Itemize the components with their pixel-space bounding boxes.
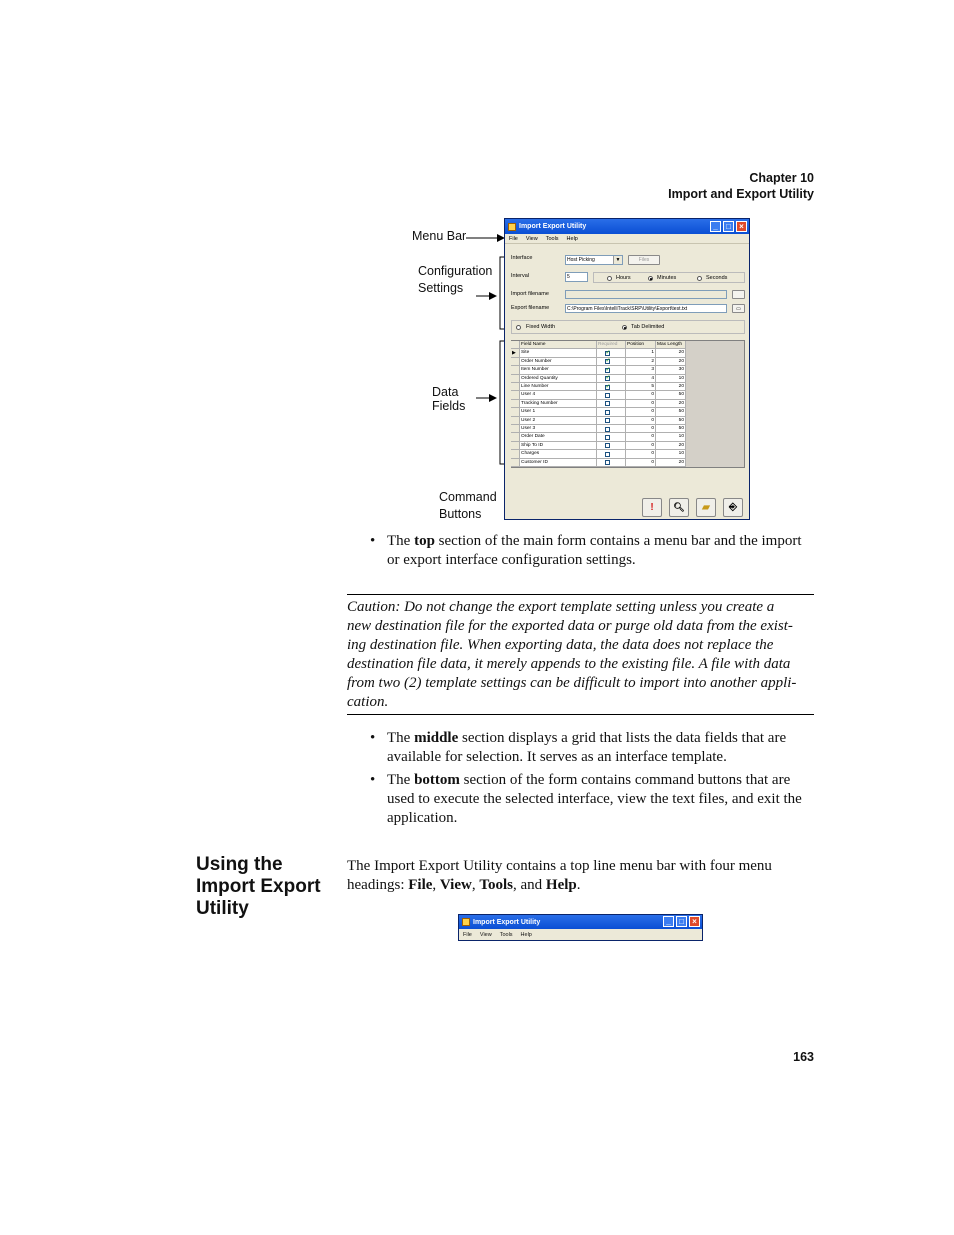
position-cell: 3 bbox=[626, 366, 656, 374]
max-length-cell: 20 bbox=[656, 400, 686, 408]
required-checkbox[interactable] bbox=[605, 401, 610, 406]
position-cell: 5 bbox=[626, 383, 656, 391]
required-checkbox-cell bbox=[597, 408, 626, 416]
position-cell: 0 bbox=[626, 450, 656, 458]
row-selector bbox=[511, 366, 520, 374]
required-checkbox[interactable] bbox=[605, 418, 610, 423]
interface-label: Interface bbox=[511, 255, 533, 261]
field-name-cell: Tracking Number bbox=[520, 400, 597, 408]
window-title-bar-small bbox=[459, 915, 702, 929]
import-filename-label: Import filename bbox=[511, 291, 549, 297]
required-checkbox-cell bbox=[597, 349, 626, 357]
table-row[interactable] bbox=[511, 425, 686, 433]
table-row[interactable] bbox=[511, 391, 686, 399]
field-name-cell: Ship To ID bbox=[520, 442, 597, 450]
required-checkbox[interactable] bbox=[605, 376, 610, 381]
callout-buttons: Buttons bbox=[439, 507, 482, 521]
radio-hours[interactable] bbox=[607, 276, 612, 281]
grid-header-cell: Position bbox=[626, 341, 656, 349]
minimize-icon-small[interactable]: _ bbox=[663, 916, 674, 927]
required-checkbox-cell bbox=[597, 358, 626, 366]
exit-door-icon: ⎆ bbox=[729, 502, 737, 513]
callout-data: Data bbox=[432, 385, 459, 399]
app-icon-small bbox=[462, 918, 470, 926]
row-selector bbox=[511, 375, 520, 383]
required-checkbox[interactable] bbox=[605, 368, 610, 373]
position-cell: 0 bbox=[626, 442, 656, 450]
section-heading: Using the Import Export Utility bbox=[196, 854, 321, 919]
row-selector bbox=[511, 459, 520, 467]
callout-configuration: Configuration bbox=[418, 264, 493, 278]
table-row[interactable] bbox=[511, 450, 686, 458]
callout-arrows bbox=[0, 0, 954, 560]
required-checkbox-cell bbox=[597, 459, 626, 467]
section-paragraph: The Import Export Utility contains a top line menu bar with four menu headings: File, View, Tools, and Help. bbox=[347, 858, 772, 893]
row-selector bbox=[511, 408, 520, 416]
table-row[interactable] bbox=[511, 442, 686, 450]
required-checkbox-cell bbox=[597, 375, 626, 383]
callout-command: Command bbox=[439, 490, 497, 504]
callout-fields: Fields bbox=[432, 399, 466, 413]
row-selector bbox=[511, 391, 520, 399]
caution-rule-bottom bbox=[347, 714, 814, 715]
bold-top: top bbox=[414, 533, 435, 549]
max-length-cell: 20 bbox=[656, 349, 686, 357]
window-title: Import Export Utility bbox=[519, 223, 587, 230]
caution-note: Caution: Do not change the export template setting unless you create a new destination file for the exported data or purge old data from the exist- ing destination file. When exporting data, the data does not replace the destination file data, it merely appends to the existing file. A file with data from two (2) template settings can be difficult to import into another appli- cation. bbox=[347, 599, 797, 710]
callout-menu-bar: Menu Bar bbox=[412, 229, 467, 243]
menu-file-small[interactable]: File bbox=[463, 931, 472, 938]
required-checkbox-cell bbox=[597, 391, 626, 399]
position-cell: 0 bbox=[626, 425, 656, 433]
required-checkbox[interactable] bbox=[605, 385, 610, 390]
radio-seconds[interactable] bbox=[697, 276, 702, 281]
menu-file[interactable]: File bbox=[509, 235, 518, 242]
position-cell: 0 bbox=[626, 408, 656, 416]
required-checkbox-cell bbox=[597, 425, 626, 433]
field-name-cell: Item Number bbox=[520, 366, 597, 374]
max-length-cell: 20 bbox=[656, 442, 686, 450]
bullet-top: • The top section of the main form contains a menu bar and the import or export interface configuration settings. bbox=[370, 533, 802, 568]
required-checkbox[interactable] bbox=[605, 393, 610, 398]
interval-unit-group bbox=[593, 272, 745, 283]
required-checkbox-cell bbox=[597, 442, 626, 450]
table-row[interactable] bbox=[511, 400, 686, 408]
field-name-cell: Charges bbox=[520, 450, 597, 458]
row-selector bbox=[511, 442, 520, 450]
required-checkbox-cell bbox=[597, 417, 626, 425]
max-length-cell: 20 bbox=[656, 383, 686, 391]
table-row[interactable] bbox=[511, 366, 686, 374]
table-row[interactable] bbox=[511, 383, 686, 391]
field-name-cell: Ordered Quantity bbox=[520, 375, 597, 383]
position-cell: 0 bbox=[626, 459, 656, 467]
required-checkbox[interactable] bbox=[605, 443, 610, 448]
radio-fixed-width[interactable] bbox=[516, 325, 521, 330]
field-name-cell: User 4 bbox=[520, 391, 597, 399]
required-checkbox[interactable] bbox=[605, 410, 610, 415]
max-length-cell: 50 bbox=[656, 391, 686, 399]
table-row[interactable] bbox=[511, 459, 686, 467]
required-checkbox-cell bbox=[597, 366, 626, 374]
row-selector bbox=[511, 383, 520, 391]
magnifier-icon: 🔍︎ bbox=[673, 502, 685, 512]
files-button[interactable]: Files bbox=[628, 255, 660, 265]
menu-bar-screenshot bbox=[458, 914, 703, 941]
field-name-cell: User 2 bbox=[520, 417, 597, 425]
minimize-icon[interactable]: _ bbox=[710, 221, 721, 232]
max-length-cell: 50 bbox=[656, 408, 686, 416]
position-cell: 1 bbox=[626, 349, 656, 357]
menu-view[interactable]: View bbox=[525, 235, 538, 242]
required-checkbox[interactable] bbox=[605, 460, 610, 465]
max-length-cell: 20 bbox=[656, 459, 686, 467]
menu-bar bbox=[505, 234, 749, 244]
required-checkbox[interactable] bbox=[605, 435, 610, 440]
menu-view-small[interactable]: View bbox=[479, 931, 492, 938]
bullet-middle: • The middle section displays a grid that lists the data fields that are available for selection. It serves as an interface template. bbox=[370, 730, 787, 765]
exit-button[interactable] bbox=[723, 498, 743, 517]
max-length-cell: 10 bbox=[656, 375, 686, 383]
max-length-cell: 10 bbox=[656, 450, 686, 458]
bullet-bottom: • The bottom section of the form contains command buttons that are used to execute the selected interface, view the text files, and exit the application. bbox=[370, 772, 802, 826]
view-button[interactable] bbox=[669, 498, 689, 517]
radio-minutes-label: Minutes bbox=[657, 275, 677, 281]
chapter-title: Import and Export Utility bbox=[668, 187, 814, 201]
import-export-window bbox=[504, 218, 750, 520]
row-selector bbox=[511, 450, 520, 458]
required-checkbox-cell bbox=[597, 400, 626, 408]
table-row[interactable] bbox=[511, 417, 686, 425]
required-checkbox[interactable] bbox=[605, 359, 610, 364]
required-checkbox[interactable] bbox=[605, 351, 610, 356]
required-checkbox-cell bbox=[597, 383, 626, 391]
window-title-bar bbox=[505, 219, 749, 234]
execute-button[interactable] bbox=[642, 498, 662, 517]
table-row[interactable] bbox=[511, 349, 686, 357]
row-selector bbox=[511, 358, 520, 366]
grid-header-cell: Field Name bbox=[520, 341, 597, 349]
exclamation-icon: ! bbox=[650, 502, 654, 513]
chevron-down-icon[interactable]: ▼ bbox=[613, 256, 622, 264]
bold-bottom: bottom bbox=[414, 772, 460, 788]
maximize-icon[interactable]: □ bbox=[723, 221, 734, 232]
caution-rule-top bbox=[347, 594, 814, 595]
position-cell: 0 bbox=[626, 391, 656, 399]
maximize-icon-small[interactable]: □ bbox=[676, 916, 687, 927]
row-selector bbox=[511, 417, 520, 425]
row-selector bbox=[511, 433, 520, 441]
page-number: 163 bbox=[793, 1050, 814, 1064]
interface-select[interactable] bbox=[565, 255, 623, 265]
interface-value: Host Picking bbox=[567, 257, 595, 263]
menu-tools[interactable]: Tools bbox=[545, 235, 559, 242]
interval-label: Interval bbox=[511, 273, 530, 279]
field-name-cell: Order Date bbox=[520, 433, 597, 441]
row-selector: ▶ bbox=[511, 349, 520, 357]
interval-input[interactable]: 5 bbox=[565, 272, 588, 282]
table-row[interactable] bbox=[511, 408, 686, 416]
position-cell: 4 bbox=[626, 375, 656, 383]
app-icon bbox=[508, 223, 516, 231]
chapter-number: Chapter 10 bbox=[749, 171, 814, 185]
export-browse-button[interactable]: ▭ bbox=[732, 304, 745, 313]
radio-fixed-width-label: Fixed Width bbox=[526, 324, 556, 330]
table-row[interactable] bbox=[511, 358, 686, 366]
required-checkbox[interactable] bbox=[605, 452, 610, 457]
field-name-cell: Customer ID bbox=[520, 459, 597, 467]
max-length-cell: 10 bbox=[656, 433, 686, 441]
import-filename-input[interactable] bbox=[565, 290, 727, 299]
radio-tab-delimited[interactable] bbox=[622, 325, 627, 330]
field-name-cell: User 3 bbox=[520, 425, 597, 433]
row-selector bbox=[511, 425, 520, 433]
export-filename-input[interactable]: C:\Program Files\IntelliTrack\SRP\Utility\Export\test.txt bbox=[565, 304, 727, 313]
position-cell: 0 bbox=[626, 433, 656, 441]
max-length-cell: 30 bbox=[656, 366, 686, 374]
menu-bar-small bbox=[459, 929, 702, 940]
menu-help-small[interactable]: Help bbox=[520, 931, 532, 938]
bold-middle: middle bbox=[414, 730, 459, 746]
import-browse-button[interactable] bbox=[732, 290, 745, 299]
required-checkbox-cell bbox=[597, 433, 626, 441]
max-length-cell: 50 bbox=[656, 425, 686, 433]
position-cell: 0 bbox=[626, 400, 656, 408]
window-title-small: Import Export Utility bbox=[473, 918, 541, 926]
table-row[interactable] bbox=[511, 433, 686, 441]
required-checkbox[interactable] bbox=[605, 427, 610, 432]
radio-seconds-label: Seconds bbox=[706, 275, 728, 281]
field-name-cell: Site bbox=[520, 349, 597, 357]
grid-header-cell: Required bbox=[597, 341, 626, 349]
format-group bbox=[511, 320, 745, 334]
radio-tab-delimited-label: Tab Delimited bbox=[631, 324, 665, 330]
export-filename-label: Export filename bbox=[511, 305, 550, 311]
grid-header-row bbox=[511, 341, 686, 349]
close-icon[interactable]: × bbox=[736, 221, 747, 232]
grid-header-cell: Max Length bbox=[656, 341, 686, 349]
radio-hours-label: Hours bbox=[616, 275, 631, 281]
field-name-cell: Line Number bbox=[520, 383, 597, 391]
max-length-cell: 50 bbox=[656, 417, 686, 425]
menu-tools-small[interactable]: Tools bbox=[499, 931, 513, 938]
position-cell: 0 bbox=[626, 417, 656, 425]
close-icon-small[interactable]: × bbox=[689, 916, 700, 927]
max-length-cell: 20 bbox=[656, 358, 686, 366]
folder-icon: ▰ bbox=[702, 502, 710, 513]
field-name-cell: User 1 bbox=[520, 408, 597, 416]
row-selector bbox=[511, 400, 520, 408]
required-checkbox-cell bbox=[597, 450, 626, 458]
grid-header-cell bbox=[511, 341, 520, 349]
open-files-button[interactable] bbox=[696, 498, 716, 517]
callout-settings: Settings bbox=[418, 281, 464, 295]
position-cell: 2 bbox=[626, 358, 656, 366]
field-name-cell: Order Number bbox=[520, 358, 597, 366]
table-row[interactable] bbox=[511, 375, 686, 383]
menu-help[interactable]: Help bbox=[566, 235, 578, 242]
radio-minutes[interactable] bbox=[648, 276, 653, 281]
